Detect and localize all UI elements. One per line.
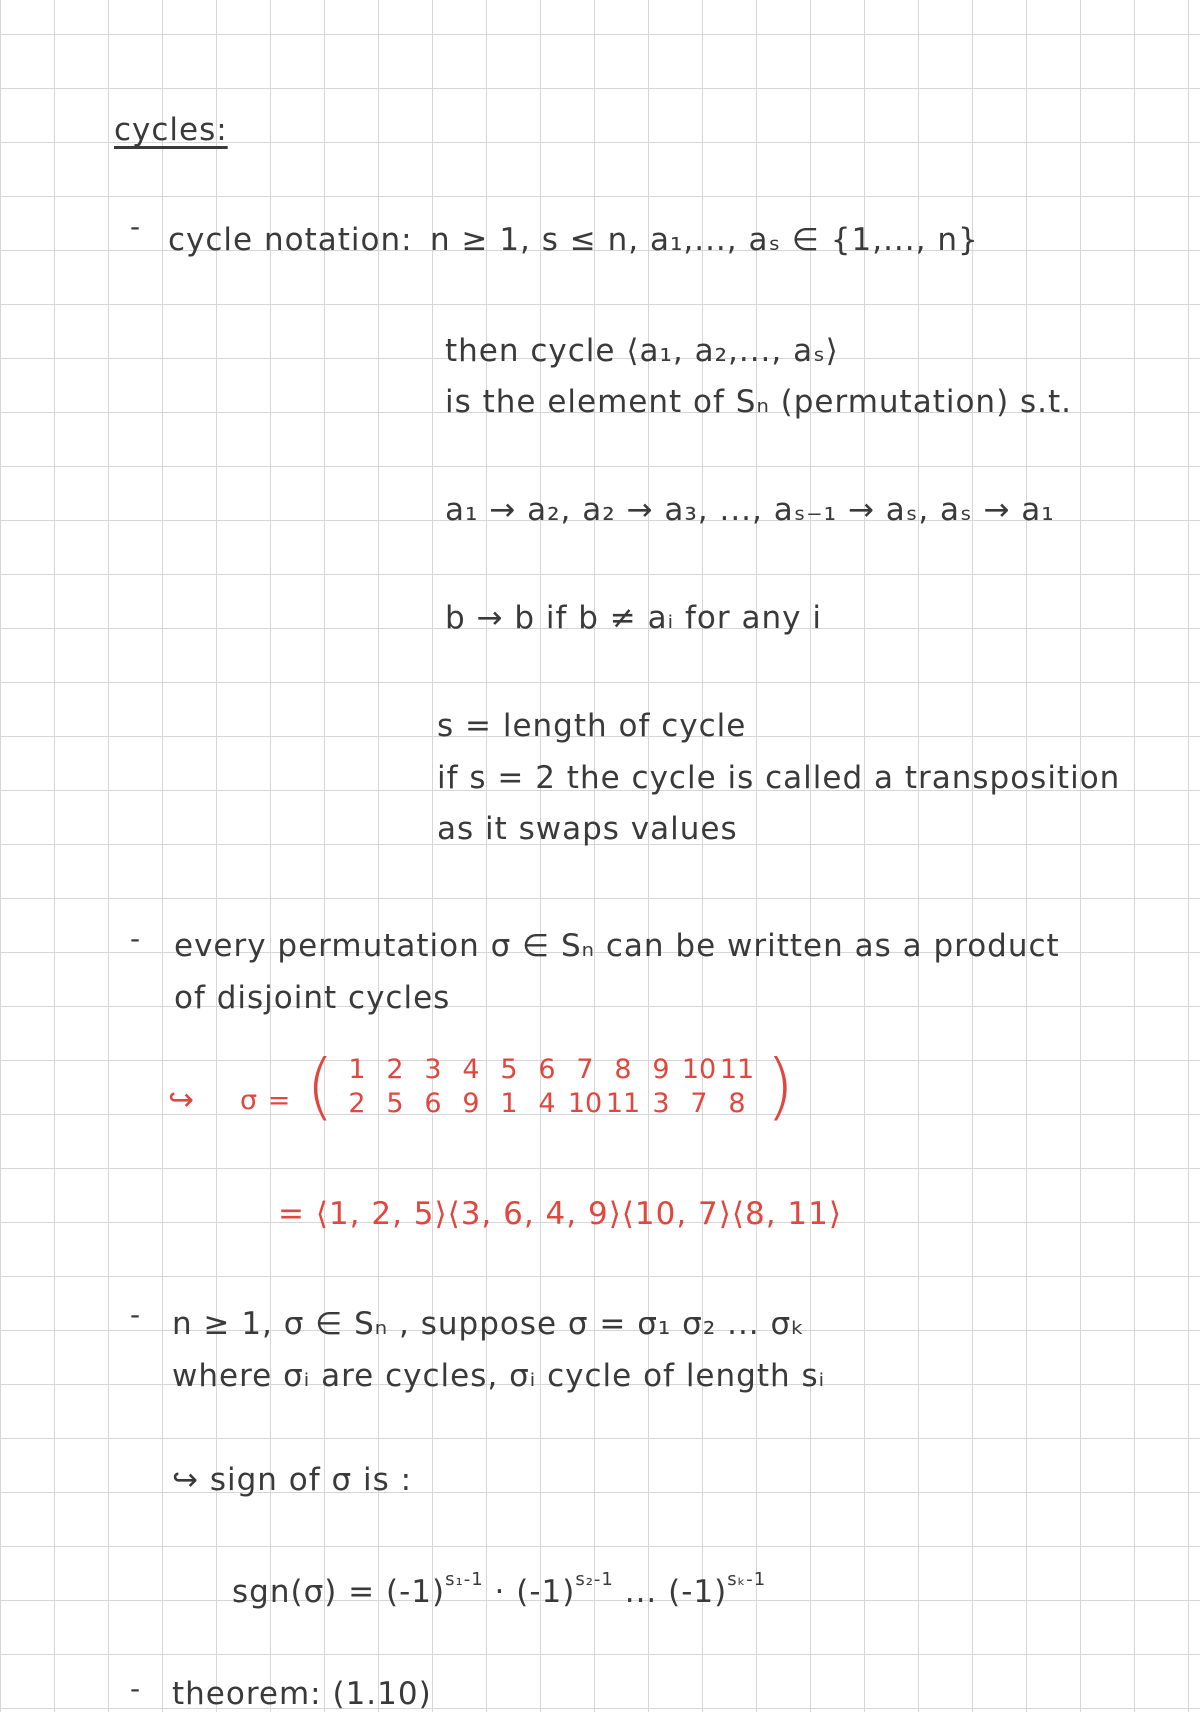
matrix-cell: 7	[576, 1054, 594, 1085]
disjoint-cycles-line: of disjoint cycles	[174, 980, 451, 1016]
cycle-mapping-line: a₁ → a₂, a₂ → a₃, ..., aₛ₋₁ → aₛ, aₛ → a₁	[445, 492, 1055, 528]
matrix-top-row	[338, 1054, 756, 1085]
matrix-bottom-row	[338, 1088, 756, 1119]
formula-exponent: s₂-1	[575, 1568, 614, 1590]
matrix-cell: 4	[462, 1054, 480, 1085]
matrix-cell: 4	[538, 1088, 556, 1119]
matrix-cell: 5	[500, 1054, 518, 1085]
hook-arrow-icon: ↪	[168, 1082, 195, 1118]
permutation-matrix: ( 1 2 3 4 5 6 7 8 9 10 11 2 5 6 9 1 4 10 11 3 7 8 )	[306, 1044, 795, 1128]
matrix-cell: 3	[652, 1088, 670, 1119]
matrix-cell: 9	[462, 1088, 480, 1119]
formula-prefix: sgn(σ) =	[232, 1574, 386, 1610]
disjoint-cycles-line: every permutation σ ∈ Sₙ can be written as a product	[174, 928, 1060, 964]
matrix-cell: 9	[652, 1054, 670, 1085]
cycle-notation-lead: cycle notation:	[168, 222, 413, 258]
formula-term: (-1)	[386, 1574, 446, 1610]
sigma-label: σ =	[240, 1085, 292, 1116]
transposition-line: as it swaps values	[437, 811, 738, 847]
matrix-cell: 6	[424, 1088, 442, 1119]
bullet-dash: -	[130, 1298, 141, 1331]
formula-exponent: sₖ-1	[727, 1568, 767, 1590]
bullet-dash: -	[130, 1672, 141, 1705]
theorem-heading-partial: theorem: (1.10)	[172, 1676, 432, 1712]
matrix-cell: 10	[567, 1088, 603, 1119]
bullet-dash: -	[130, 210, 141, 243]
matrix-cell: 2	[386, 1054, 404, 1085]
transposition-line: if s = 2 the cycle is called a transposition	[437, 760, 1121, 796]
sign-formula: $sgn(\sigma) = (-1)^{s_1-1} \cdot (-1)^{s_2-1}$ ... $(-1)^{s_k-1}$	[232, 1568, 767, 1610]
page-title: cycles:	[114, 112, 228, 148]
cycle-length-line: s = length of cycle	[437, 708, 747, 744]
fixed-points-line: b → b if b ≠ aᵢ for any i	[445, 600, 822, 636]
matrix-cell: 1	[348, 1054, 366, 1085]
disjoint-cycle-decomposition: = ⟨1, 2, 5⟩⟨3, 6, 4, 9⟩⟨10, 7⟩⟨8, 11⟩	[278, 1196, 842, 1232]
matrix-cell: 8	[728, 1088, 746, 1119]
matrix-cell: 3	[424, 1054, 442, 1085]
matrix-cell: 7	[690, 1088, 708, 1119]
matrix-cell: 6	[538, 1054, 556, 1085]
matrix-cell: 11	[605, 1088, 641, 1119]
matrix-cell: 2	[348, 1088, 366, 1119]
product-of-cycles-line: n ≥ 1, σ ∈ Sₙ , suppose σ = σ₁ σ₂ ... σₖ	[172, 1306, 806, 1342]
matrix-cell: 11	[719, 1054, 755, 1085]
formula-term: (-1)	[668, 1574, 728, 1610]
cycle-notation-condition: n ≥ 1, s ≤ n, a₁,..., aₛ ∈ {1,..., n}	[430, 222, 979, 258]
matrix-cell: 10	[681, 1054, 717, 1085]
cycle-definition-line: is the element of Sₙ (permutation) s.t.	[445, 384, 1073, 420]
matrix-cell: 8	[614, 1054, 632, 1085]
cycle-definition-line: then cycle ⟨a₁, a₂,..., aₛ⟩	[445, 333, 839, 369]
product-of-cycles-line: where σᵢ are cycles, σᵢ cycle of length sᵢ	[172, 1358, 826, 1394]
formula-term: (-1)	[516, 1574, 576, 1610]
matrix-cell: 1	[500, 1088, 518, 1119]
matrix-cell: 5	[386, 1088, 404, 1119]
sign-lead: ↪ sign of σ is :	[172, 1462, 413, 1498]
bullet-dash: -	[130, 922, 141, 955]
formula-exponent: s₁-1	[445, 1568, 484, 1590]
